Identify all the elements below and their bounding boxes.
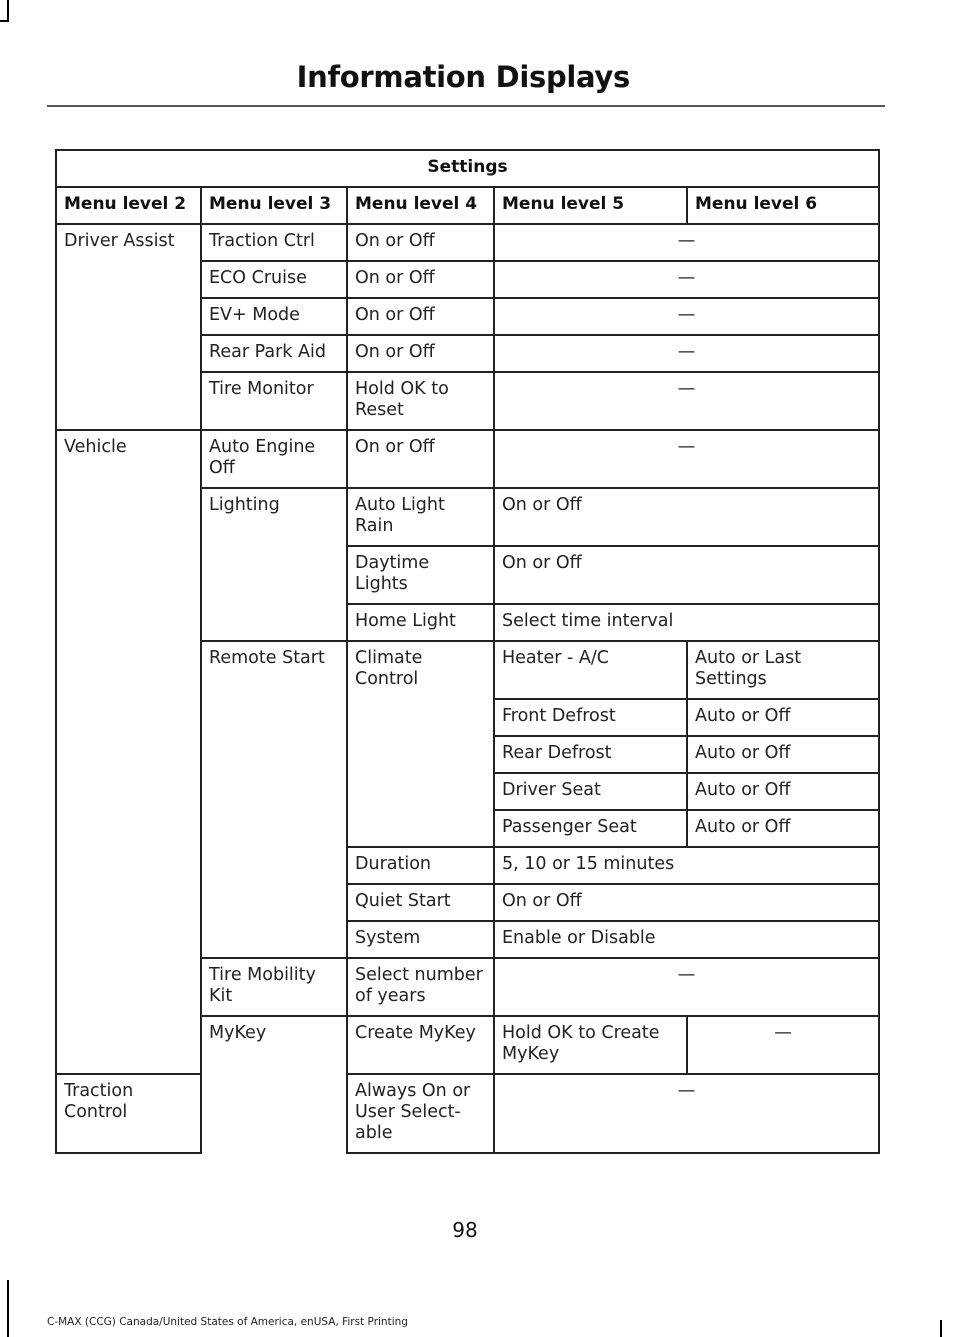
table-cell: — [494, 372, 879, 430]
footer-text: C-MAX (CCG) Canada/United States of America, enUSA, First Printing [47, 1316, 408, 1328]
title-divider [47, 105, 885, 107]
table-cell: — [494, 298, 879, 335]
column-header: Menu level 5 [494, 187, 687, 224]
table-cell: — [687, 1016, 879, 1074]
table-cell: Climate Control [347, 641, 494, 847]
table-cell: Auto or Off [687, 773, 879, 810]
column-header: Menu level 4 [347, 187, 494, 224]
table-cell: ECO Cruise [201, 261, 347, 298]
table-cell: Select time interval [494, 604, 879, 641]
table-cell: — [494, 224, 879, 261]
table-cell: Front Defrost [494, 699, 687, 736]
table-header-row [56, 187, 879, 224]
table-cell: On or Off [347, 224, 494, 261]
table-cell: Passenger Seat [494, 810, 687, 847]
table-cell: Always On or User Select-able [347, 1074, 494, 1153]
table-cell: Create MyKey [347, 1016, 494, 1074]
table-cell: Driver Assist [56, 224, 201, 430]
column-header: Menu level 6 [687, 187, 879, 224]
column-header: Menu level 3 [201, 187, 347, 224]
table-cell: Auto or Last Settings [687, 641, 879, 699]
table-cell: System [347, 921, 494, 958]
table-cell: MyKey [201, 1016, 347, 1153]
table-caption: Settings [56, 150, 879, 187]
table-cell: 5, 10 or 15 minutes [494, 847, 879, 884]
table-cell: Rear Defrost [494, 736, 687, 773]
table-cell: Rear Park Aid [201, 335, 347, 372]
crop-mark [0, 20, 9, 22]
table-cell: Traction Control [56, 1074, 201, 1153]
table-cell: Auto or Off [687, 699, 879, 736]
table-cell: EV+ Mode [201, 298, 347, 335]
table-cell: — [494, 261, 879, 298]
table-cell: Home Light [347, 604, 494, 641]
table-cell: On or Off [347, 430, 494, 488]
settings-table [55, 149, 880, 1154]
table-cell: Heater - A/C [494, 641, 687, 699]
table-cell: — [494, 1074, 879, 1153]
table-cell: Tire Mobility Kit [201, 958, 347, 1016]
table-row [56, 224, 879, 261]
table-cell: Auto Light Rain [347, 488, 494, 546]
table-cell: On or Off [347, 298, 494, 335]
table-cell: Tire Monitor [201, 372, 347, 430]
table-cell: On or Off [347, 335, 494, 372]
table-caption-row [56, 150, 879, 187]
table-cell: Auto Engine Off [201, 430, 347, 488]
table-cell: — [494, 958, 879, 1016]
table-cell: On or Off [347, 261, 494, 298]
table-row [56, 1074, 879, 1153]
table-cell: Auto or Off [687, 810, 879, 847]
page-number: 98 [452, 1218, 478, 1242]
table-cell: Hold OK to Create MyKey [494, 1016, 687, 1074]
table-cell: On or Off [494, 488, 879, 546]
table-cell: Hold OK to Reset [347, 372, 494, 430]
table-cell: Auto or Off [687, 736, 879, 773]
table-cell: Traction Ctrl [201, 224, 347, 261]
crop-mark [7, 0, 9, 20]
table-cell: — [494, 430, 879, 488]
table-cell: Quiet Start [347, 884, 494, 921]
table-cell: Daytime Lights [347, 546, 494, 604]
crop-mark [7, 1280, 9, 1337]
table-cell: Enable or Disable [494, 921, 879, 958]
column-header: Menu level 2 [56, 187, 201, 224]
table-row [56, 430, 879, 488]
page-title: Information Displays [296, 60, 630, 94]
table-cell: Driver Seat [494, 773, 687, 810]
table-cell: Lighting [201, 488, 347, 641]
table-cell: Select number of years [347, 958, 494, 1016]
table-cell: Remote Start [201, 641, 347, 958]
table-cell: Duration [347, 847, 494, 884]
table-cell: Vehicle [56, 430, 201, 1074]
table-cell: — [494, 335, 879, 372]
crop-mark [940, 1320, 942, 1337]
table-cell: On or Off [494, 546, 879, 604]
table-cell: On or Off [494, 884, 879, 921]
